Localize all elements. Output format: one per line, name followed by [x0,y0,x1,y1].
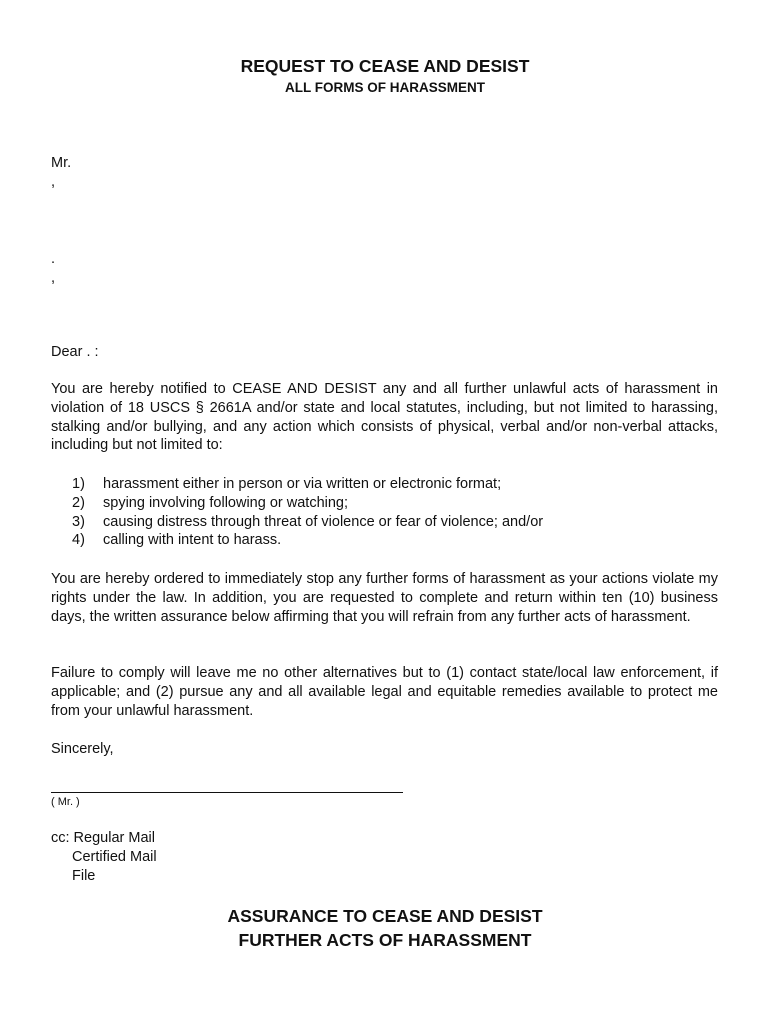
address-line-1: Mr. [51,155,72,171]
list-item [72,475,543,494]
list-text: harassment either in person or via written or electronic format; [103,476,502,492]
address-line-3: . [51,251,56,267]
list-number: 4) [72,532,85,549]
list-number: 3) [72,513,85,530]
list-text: spying involving following or watching; [103,494,349,511]
address-line-4: , [51,270,56,286]
signature-name: ( Mr. ) [51,796,80,808]
cc-line-certified-mail: Certified Mail [72,849,157,865]
signature-line [51,792,403,793]
list-number: 2) [72,494,85,511]
list-number: 1) [72,476,85,492]
assurance-title: ASSURANCE TO CEASE AND DESIST [227,906,543,926]
list-text: calling with intent to harass. [103,532,282,549]
list-item [72,513,543,532]
harassment-list [72,475,543,550]
paragraph-order: You are hereby ordered to immediately stop any further forms of harassment as your actions violate my rights under the law. In addition, you are requested to complete and return within ten (10) business days, the written assurance below affirming that you will refrain from any further acts of harassment. [51,571,718,625]
paragraph-failure: Failure to comply will leave me no other alternatives but to (1) contact state/local law enforcement, if applicable; and (2) pursue any and all available legal and equitable remedies available to protect me from your unlawful harassment. [51,665,718,719]
list-item [72,531,543,550]
cc-line-regular-mail: cc: Regular Mail [51,830,155,846]
paragraph-notice: You are hereby notified to CEASE AND DESIST any and all further unlawful acts of harassment in violation of 18 USCS § 2661A and/or state and local statutes, including, but not limited to harassing, stalking and/or bullying, and any action which consists of physical, verbal and/or non-verbal attacks, including but not limited to: [51,381,718,454]
cc-line-file: File [72,868,96,884]
address-line-2: , [51,174,56,190]
list-text: causing distress through threat of violence or fear of violence; and/or [103,513,544,530]
list-item [72,494,543,513]
document-subtitle: ALL FORMS OF HARASSMENT [285,80,485,95]
assurance-subtitle: FURTHER ACTS OF HARASSMENT [238,930,532,950]
salutation: Dear . : [51,344,99,360]
cc-block [51,829,157,886]
document-title: REQUEST TO CEASE AND DESIST [240,56,530,76]
closing-sincerely: Sincerely, [51,741,114,757]
